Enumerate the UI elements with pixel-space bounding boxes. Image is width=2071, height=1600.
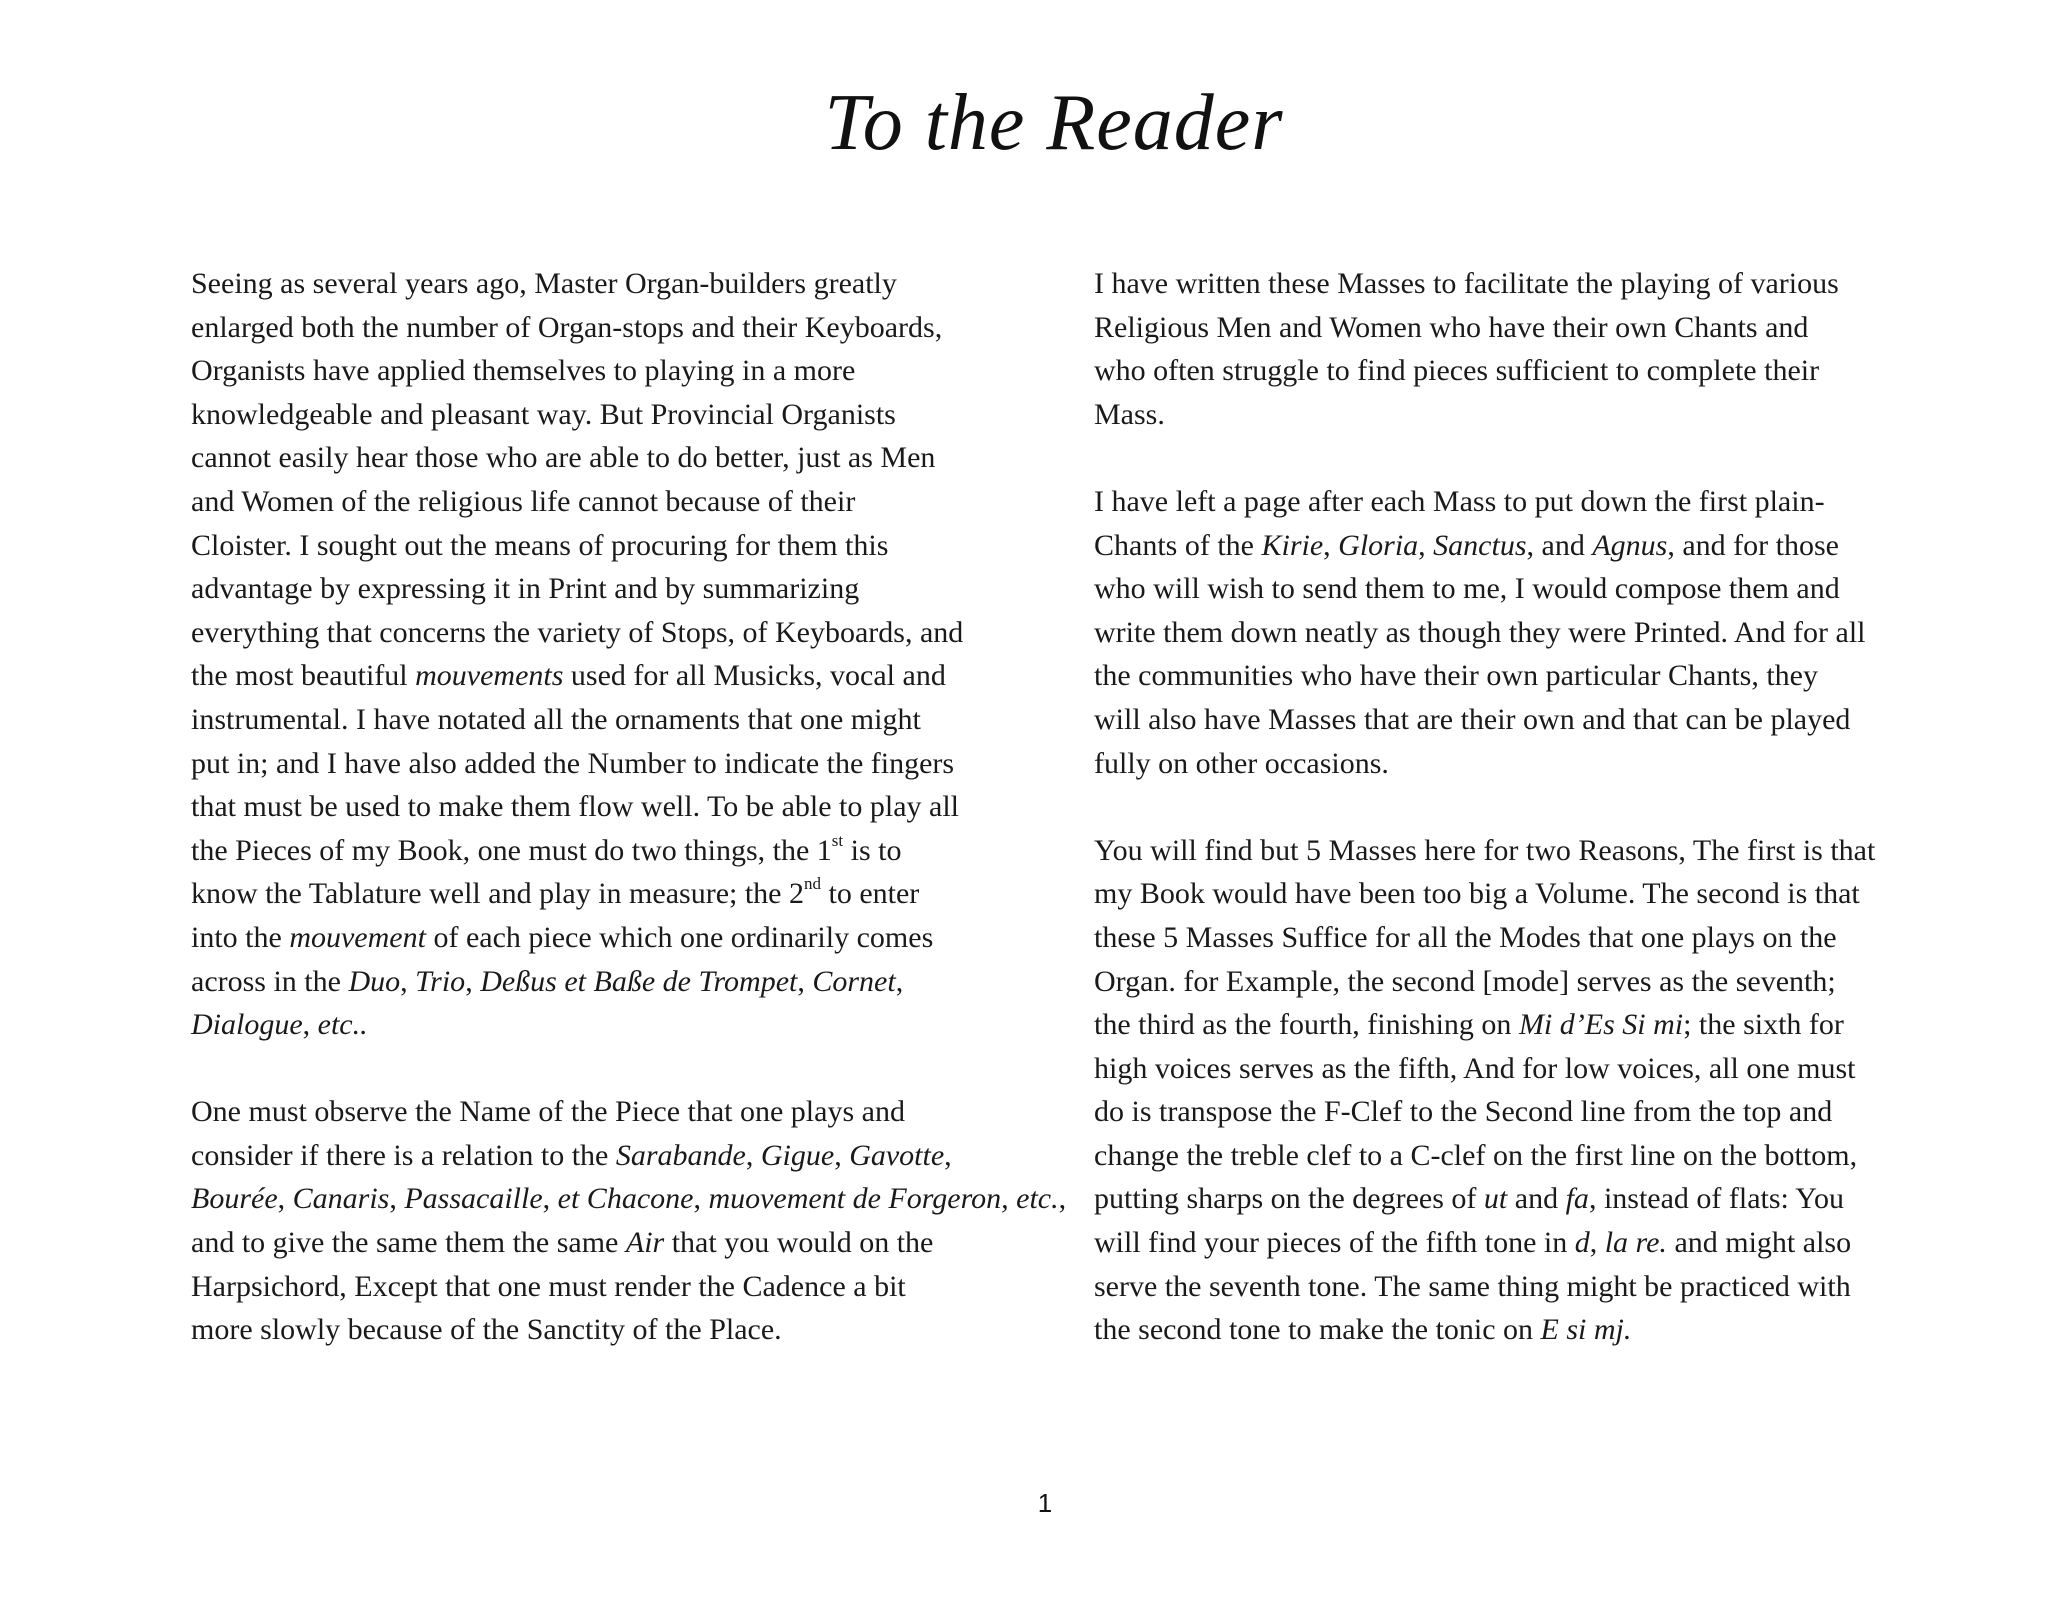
italic-text: mouvement: [289, 920, 426, 954]
text-line: [191, 436, 1066, 480]
text-line: [1094, 785, 1875, 829]
text-segment: more slowly because of the Sanctity of the Place.: [191, 1313, 782, 1347]
italic-text: Cornet: [812, 964, 896, 998]
text-segment: and to give the same them the same: [191, 1226, 626, 1260]
text-line: [1094, 960, 1875, 1004]
text-segment: will also have Masses that are their own and that can be played: [1094, 702, 1851, 736]
page-title: To the Reader: [824, 79, 1284, 167]
italic-text: Sarabande: [615, 1138, 746, 1172]
text-segment: will find your pieces of the fifth tone in: [1094, 1226, 1575, 1260]
text-segment: my Book would have been too big a Volume. The second is that: [1094, 877, 1860, 911]
text-segment: knowledgeable and pleasant way. But Provincial Organists: [191, 397, 896, 431]
italic-text: Dialogue: [191, 1008, 303, 1042]
italic-text: Duo: [348, 964, 401, 998]
text-segment: ,: [693, 1182, 709, 1216]
text-segment: that you would on the: [664, 1226, 934, 1260]
text-segment: ,: [895, 964, 904, 998]
italic-text: mouvements: [415, 659, 564, 693]
text-line: [1094, 1003, 1875, 1047]
left-column-text: [191, 262, 1066, 1352]
text-line: [191, 1177, 1066, 1221]
text-line: [191, 1003, 1066, 1047]
text-segment: , and for those: [1667, 528, 1839, 562]
text-line: [1094, 1134, 1875, 1178]
text-segment: and: [1507, 1182, 1566, 1216]
italic-text: ut: [1483, 1182, 1508, 1216]
italic-text: Mi d’Es Si mi: [1518, 1008, 1684, 1042]
italic-text: et Chacone: [557, 1182, 694, 1216]
text-segment: ; the sixth for: [1683, 1008, 1844, 1042]
text-line: [191, 1265, 1066, 1309]
italic-text: etc..: [317, 1008, 368, 1042]
text-line: [1094, 1221, 1875, 1265]
text-segment: serve the seventh tone. The same thing might be practiced with: [1094, 1269, 1851, 1303]
text-line: [1094, 1308, 1875, 1352]
italic-text: Gloria: [1338, 528, 1419, 562]
text-line: [191, 306, 1066, 350]
text-line: [1094, 306, 1875, 350]
text-segment: fully on other occasions.: [1094, 746, 1389, 780]
text-segment: consider if there is a relation to the: [191, 1138, 616, 1172]
italic-text: Kirie: [1261, 528, 1324, 562]
text-segment: ,: [797, 964, 813, 998]
text-segment: ,: [465, 964, 481, 998]
text-segment: Mass.: [1094, 397, 1165, 431]
text-line: [1094, 829, 1875, 873]
text-segment: ,: [277, 1182, 293, 1216]
text-line: [1094, 1090, 1875, 1134]
text-line: [1094, 611, 1875, 655]
text-segment: ,: [944, 1138, 952, 1172]
text-line: [1094, 1047, 1875, 1091]
text-segment: change the treble clef to a C-clef on the first line on the bottom,: [1094, 1138, 1858, 1172]
italic-text: Trio: [415, 964, 466, 998]
text-segment: put in; and I have also added the Number to indicate the fingers: [191, 746, 955, 780]
text-line: [191, 1090, 1066, 1134]
text-segment: ,: [1418, 528, 1434, 562]
italic-text: E si mj.: [1540, 1313, 1632, 1347]
text-segment: advantage by expressing it in Print and by summarizing: [191, 572, 860, 606]
text-segment: ,: [389, 1182, 405, 1216]
superscript: nd: [804, 874, 821, 894]
text-line: [191, 654, 1066, 698]
text-line: [191, 829, 1066, 873]
italic-text: Canaris: [292, 1182, 390, 1216]
text-segment: Cloister. I sought out the means of procuring for them this: [191, 528, 889, 562]
italic-text: Bourée: [191, 1182, 278, 1216]
text-segment: ,: [1589, 1226, 1605, 1260]
text-segment: One must observe the Name of the Piece that one plays and: [191, 1095, 905, 1129]
text-line: [191, 742, 1066, 786]
text-segment: Seeing as several years ago, Master Organ-builders greatly: [191, 267, 897, 300]
italic-text: Gavotte: [849, 1138, 945, 1172]
text-segment: cannot easily hear those who are able to do better, just as Men: [191, 441, 936, 475]
text-segment: that must be used to make them flow well. To be able to play all: [191, 790, 960, 824]
text-segment: to enter: [821, 877, 920, 911]
text-line: [191, 698, 1066, 742]
text-segment: enlarged both the number of Organ-stops and their Keyboards,: [191, 310, 943, 344]
text-segment: ,: [542, 1182, 558, 1216]
text-segment: the most beautiful: [191, 659, 416, 693]
text-segment: the Pieces of my Book, one must do two things, the 1: [191, 833, 832, 867]
text-line: [1094, 1265, 1875, 1309]
text-line: [191, 567, 1066, 611]
text-segment: everything that concerns the variety of Stops, of Keyboards, and: [191, 615, 964, 649]
text-line: [1094, 349, 1875, 393]
text-segment: used for all Musicks, vocal and: [563, 659, 946, 693]
text-line: [1094, 524, 1875, 568]
text-segment: ,: [1058, 1182, 1067, 1216]
text-segment: and might also: [1666, 1226, 1852, 1260]
text-segment: across in the: [191, 964, 349, 998]
text-line: [1094, 1177, 1875, 1221]
text-line: [1094, 393, 1875, 437]
text-line: [191, 524, 1066, 568]
text-segment: ,: [745, 1138, 761, 1172]
text-line: [1094, 480, 1875, 524]
text-segment: is to: [843, 833, 902, 867]
text-line: [191, 262, 1066, 306]
text-segment: and Women of the religious life cannot because of their: [191, 484, 856, 518]
text-line: [191, 480, 1066, 524]
text-segment: I have left a page after each Mass to put down the first plain-: [1094, 484, 1825, 518]
text-segment: Religious Men and Women who have their own Chants and: [1094, 310, 1809, 344]
italic-text: Air: [625, 1226, 665, 1260]
text-line: [191, 393, 1066, 437]
italic-text: Sanctus: [1433, 528, 1527, 562]
italic-text: fa: [1565, 1182, 1589, 1216]
text-segment: You will find but 5 Masses here for two Reasons, The first is that: [1094, 833, 1876, 867]
text-line: [191, 1308, 1066, 1352]
text-line: [1094, 742, 1875, 786]
italic-text: la re.: [1604, 1226, 1667, 1260]
text-segment: do is transpose the F-Clef to the Second line from the top and: [1094, 1095, 1833, 1129]
text-line: [191, 611, 1066, 655]
text-segment: ,: [1323, 528, 1339, 562]
page-number: 1: [1037, 1488, 1053, 1518]
text-segment: Organ. for Example, the second [mode] serves as the seventh;: [1094, 964, 1836, 998]
text-line: [1094, 872, 1875, 916]
text-line: [1094, 916, 1875, 960]
text-segment: instrumental. I have notated all the ornaments that one might: [191, 702, 921, 736]
right-column-text: [1094, 262, 1875, 1352]
text-segment: who will wish to send them to me, I would compose them and: [1094, 572, 1840, 606]
text-line: [191, 1134, 1066, 1178]
italic-text: Gigue: [760, 1138, 835, 1172]
text-segment: putting sharps on the degrees of: [1094, 1182, 1484, 1216]
text-segment: ,: [302, 1008, 318, 1042]
superscript: st: [831, 830, 844, 850]
text-line: [191, 960, 1066, 1004]
italic-text: Deßus et Baße de Trompet: [480, 964, 798, 998]
text-segment: into the: [191, 920, 290, 954]
text-line: [191, 349, 1066, 393]
text-line: [191, 1047, 1066, 1091]
text-segment: , instead of flats: You: [1588, 1182, 1844, 1216]
text-line: [1094, 567, 1875, 611]
text-segment: Organists have applied themselves to playing in a more: [191, 354, 856, 388]
text-segment: the third as the fourth, finishing on: [1094, 1008, 1519, 1042]
text-segment: ,: [834, 1138, 850, 1172]
text-line: [1094, 654, 1875, 698]
italic-text: muovement de Forgeron, etc.: [708, 1182, 1059, 1216]
text-segment: these 5 Masses Suffice for all the Modes that one plays on the: [1094, 920, 1837, 954]
text-segment: , and: [1526, 528, 1593, 562]
text-line: [1094, 698, 1875, 742]
text-line: [191, 1221, 1066, 1265]
text-segment: high voices serves as the fifth, And for low voices, all one must: [1094, 1051, 1856, 1085]
text-segment: Harpsichord, Except that one must render the Cadence a bit: [191, 1269, 906, 1303]
text-line: [191, 785, 1066, 829]
text-line: [191, 916, 1066, 960]
italic-text: d: [1574, 1226, 1590, 1260]
text-line: [1094, 436, 1875, 480]
text-segment: the second tone to make the tonic on: [1094, 1313, 1541, 1347]
text-segment: ,: [400, 964, 416, 998]
text-segment: who often struggle to find pieces sufficient to complete their: [1094, 354, 1820, 388]
italic-text: Agnus: [1592, 528, 1668, 562]
text-line: [1094, 262, 1875, 306]
text-segment: Chants of the: [1094, 528, 1262, 562]
text-line: [191, 872, 1066, 916]
text-segment: write them down neatly as though they were Printed. And for all: [1094, 615, 1866, 649]
text-segment: the communities who have their own particular Chants, they: [1094, 659, 1818, 693]
italic-text: Passacaille: [404, 1182, 543, 1216]
text-segment: I have written these Masses to facilitate the playing of various: [1094, 267, 1839, 300]
text-segment: know the Tablature well and play in measure; the 2: [191, 877, 804, 911]
text-segment: of each piece which one ordinarily comes: [425, 920, 934, 954]
